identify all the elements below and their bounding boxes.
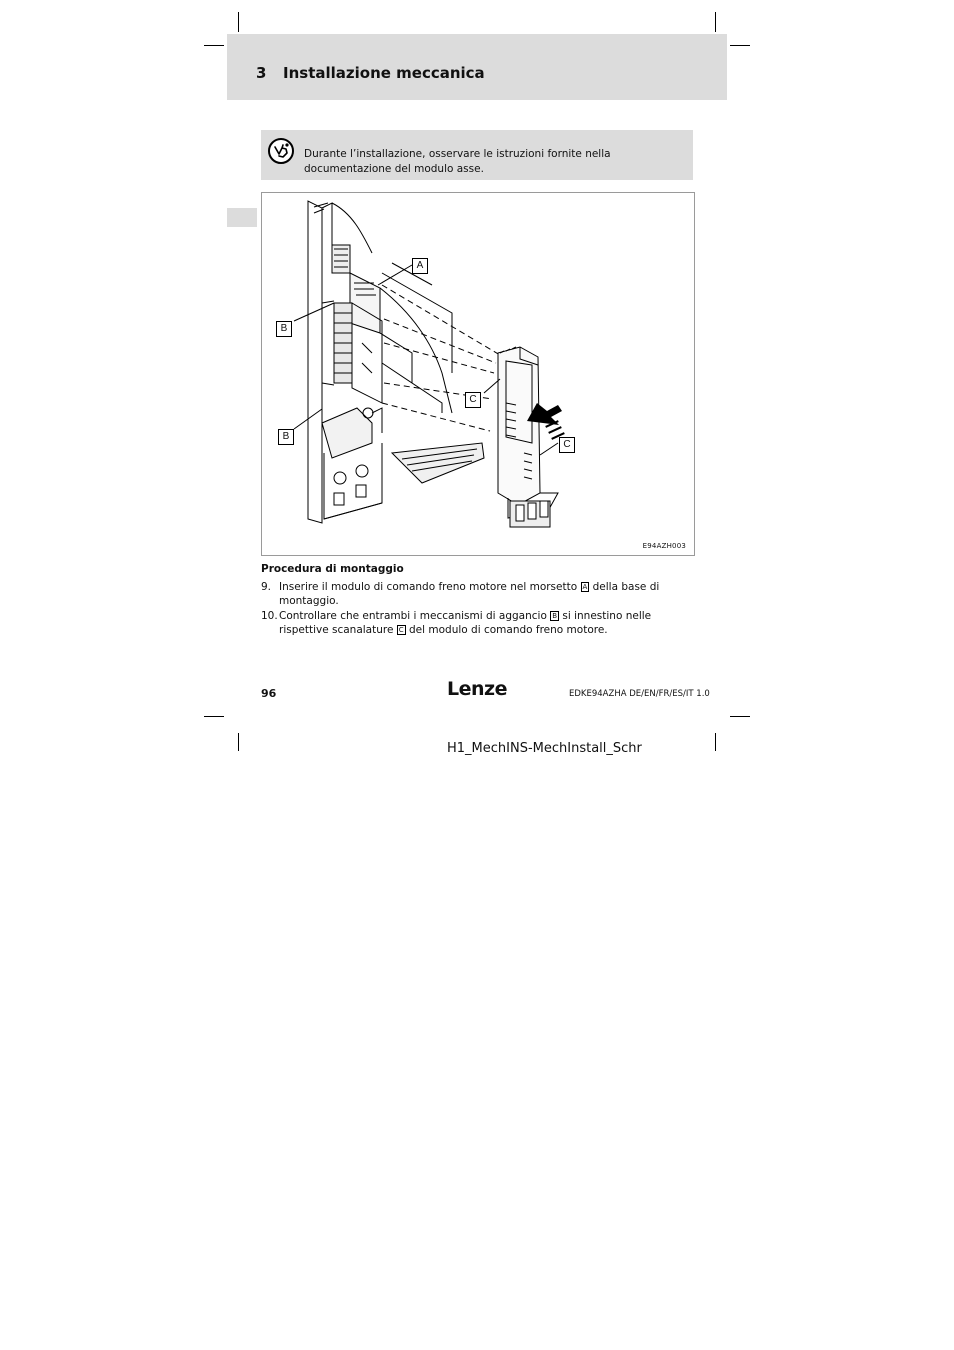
procedure-step: 10. Controllare che entrambi i meccanismi di aggancio B si innestino nelle rispettive scanalature C del modulo di comando freno motore. [261,610,652,636]
crop-mark [238,12,239,32]
crop-mark [715,733,716,751]
callout-b-lower: B [278,429,294,445]
reference-box: A [582,583,588,591]
note-text: Durante l’installazione, osservare le istruzioni fornite nella documentazione del modulo asse. [304,148,611,175]
crop-mark [730,716,750,717]
chapter-title: Installazione meccanica [283,64,485,82]
crop-mark [204,716,224,717]
callout-c-upper: C [465,392,481,408]
crop-mark [204,45,224,46]
hand-pointing-icon [267,137,295,169]
step-number: 9. [261,581,272,593]
procedure-steps [261,580,701,638]
crop-mark [730,45,750,46]
callout-b-upper: B [276,321,292,337]
page-number: 96 [261,687,277,700]
chapter-number: 3 [256,64,267,82]
crop-mark [715,12,716,32]
procedure-step: 9. Inserire il modulo di comando freno motore nel morsetto A della base di montaggio. [261,581,660,607]
installation-figure [261,192,695,556]
crop-mark [238,733,239,751]
figure-code: E94AZH003 [642,542,686,550]
document-reference: EDKE94AZHA DE/EN/FR/ES/IT 1.0 [569,689,710,699]
chapter-heading [256,64,485,82]
note-box [261,130,693,180]
lenze-logo: Lenze [447,678,507,700]
step-number: 10. [261,610,278,622]
reference-box: B [552,612,558,620]
reference-box: C [398,626,404,634]
procedure-title: Procedura di montaggio [261,563,404,575]
callout-c-lower: C [559,437,575,453]
installation-drawing [262,193,694,555]
side-tab-marker [227,208,257,227]
callout-a: A [412,258,428,274]
file-label: H1_MechINS-MechInstall_Schr [447,741,642,756]
